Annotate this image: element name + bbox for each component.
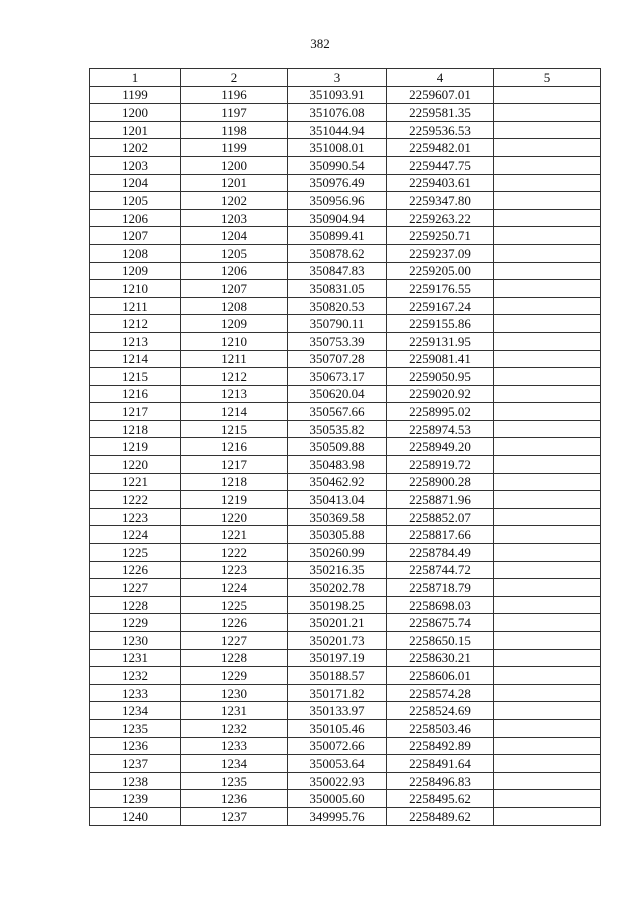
- table-cell-col-3: 350305.88: [288, 526, 387, 544]
- table-cell-col-3: 350072.66: [288, 737, 387, 755]
- table-cell-col-4: 2258698.03: [387, 596, 494, 614]
- table-cell-col-1: 1222: [90, 491, 181, 509]
- table-cell-col-3: 350820.53: [288, 297, 387, 315]
- table-row: [90, 438, 601, 456]
- table-row: [90, 473, 601, 491]
- table-cell-col-5: [494, 491, 601, 509]
- table-cell-col-5: [494, 174, 601, 192]
- table-cell-col-1: 1224: [90, 526, 181, 544]
- table-row: [90, 139, 601, 157]
- table-cell-col-1: 1215: [90, 368, 181, 386]
- page-number: 382: [310, 36, 330, 51]
- table-cell-col-5: [494, 315, 601, 333]
- table-cell-col-3: 350620.04: [288, 385, 387, 403]
- column-header-4: 4: [387, 69, 494, 87]
- table-cell-col-5: [494, 737, 601, 755]
- table-cell-col-1: 1199: [90, 86, 181, 104]
- table-cell-col-3: 350904.94: [288, 209, 387, 227]
- table-row: [90, 262, 601, 280]
- table-cell-col-5: [494, 209, 601, 227]
- table-cell-col-1: 1234: [90, 702, 181, 720]
- table-cell-col-2: 1227: [181, 632, 288, 650]
- table-cell-col-3: 350790.11: [288, 315, 387, 333]
- table-cell-col-4: 2259482.01: [387, 139, 494, 157]
- table-cell-col-1: 1205: [90, 192, 181, 210]
- table-cell-col-3: 350753.39: [288, 332, 387, 350]
- table-cell-col-4: 2259237.09: [387, 244, 494, 262]
- table-cell-col-5: [494, 508, 601, 526]
- table-body: [90, 86, 601, 825]
- table-cell-col-2: 1217: [181, 456, 288, 474]
- table-cell-col-5: [494, 332, 601, 350]
- table-cell-col-5: [494, 596, 601, 614]
- table-cell-col-3: 350216.35: [288, 561, 387, 579]
- table-cell-col-2: 1215: [181, 420, 288, 438]
- table-cell-col-2: 1204: [181, 227, 288, 245]
- table-cell-col-2: 1210: [181, 332, 288, 350]
- table-cell-col-4: 2258503.46: [387, 719, 494, 737]
- table-cell-col-4: 2259581.35: [387, 104, 494, 122]
- table-cell-col-3: 350567.66: [288, 403, 387, 421]
- table-cell-col-1: 1200: [90, 104, 181, 122]
- table-cell-col-5: [494, 403, 601, 421]
- table-cell-col-1: 1237: [90, 755, 181, 773]
- table-cell-col-2: 1216: [181, 438, 288, 456]
- table-header: [90, 69, 601, 87]
- table-cell-col-3: 350369.58: [288, 508, 387, 526]
- table-cell-col-2: 1219: [181, 491, 288, 509]
- table-cell-col-3: 350198.25: [288, 596, 387, 614]
- table-cell-col-3: 350201.21: [288, 614, 387, 632]
- table-row: [90, 385, 601, 403]
- table-cell-col-4: 2259403.61: [387, 174, 494, 192]
- table-cell-col-1: 1229: [90, 614, 181, 632]
- table-row: [90, 614, 601, 632]
- table-cell-col-2: 1226: [181, 614, 288, 632]
- table-cell-col-3: 350171.82: [288, 684, 387, 702]
- table-cell-col-5: [494, 526, 601, 544]
- table-cell-col-2: 1218: [181, 473, 288, 491]
- table-cell-col-1: 1240: [90, 807, 181, 825]
- table-cell-col-4: 2258496.83: [387, 772, 494, 790]
- table-row: [90, 667, 601, 685]
- table-cell-col-5: [494, 104, 601, 122]
- table-cell-col-4: 2258574.28: [387, 684, 494, 702]
- table-cell-col-5: [494, 297, 601, 315]
- table-cell-col-5: [494, 438, 601, 456]
- table-cell-col-3: 350831.05: [288, 280, 387, 298]
- table-cell-col-2: 1229: [181, 667, 288, 685]
- table-row: [90, 596, 601, 614]
- table-cell-col-1: 1207: [90, 227, 181, 245]
- table-row: [90, 420, 601, 438]
- table-cell-col-2: 1199: [181, 139, 288, 157]
- table-cell-col-4: 2259536.53: [387, 121, 494, 139]
- table-cell-col-1: 1202: [90, 139, 181, 157]
- table-cell-col-3: 350847.83: [288, 262, 387, 280]
- table-cell-col-1: 1217: [90, 403, 181, 421]
- table-cell-col-3: 350105.46: [288, 719, 387, 737]
- table-cell-col-4: 2258630.21: [387, 649, 494, 667]
- table-cell-col-5: [494, 473, 601, 491]
- table-cell-col-2: 1228: [181, 649, 288, 667]
- table-cell-col-2: 1220: [181, 508, 288, 526]
- table-cell-col-1: 1212: [90, 315, 181, 333]
- table-cell-col-5: [494, 227, 601, 245]
- table-row: [90, 702, 601, 720]
- table-cell-col-2: 1205: [181, 244, 288, 262]
- table-cell-col-5: [494, 719, 601, 737]
- table-cell-col-5: [494, 544, 601, 562]
- table-cell-col-5: [494, 807, 601, 825]
- table-cell-col-5: [494, 192, 601, 210]
- column-header-1: 1: [90, 69, 181, 87]
- table-row: [90, 227, 601, 245]
- table-cell-col-4: 2259131.95: [387, 332, 494, 350]
- table-cell-col-3: 350188.57: [288, 667, 387, 685]
- table-cell-col-4: 2258495.62: [387, 790, 494, 808]
- table-cell-col-4: 2258491.64: [387, 755, 494, 773]
- table-cell-col-3: 349995.76: [288, 807, 387, 825]
- table-cell-col-1: 1201: [90, 121, 181, 139]
- table-cell-col-2: 1212: [181, 368, 288, 386]
- table-cell-col-1: 1232: [90, 667, 181, 685]
- column-header-2: 2: [181, 69, 288, 87]
- table-cell-col-2: 1202: [181, 192, 288, 210]
- table-row: [90, 579, 601, 597]
- table-cell-col-4: 2258675.74: [387, 614, 494, 632]
- table-cell-col-4: 2259081.41: [387, 350, 494, 368]
- table-cell-col-1: 1227: [90, 579, 181, 597]
- table-cell-col-4: 2258744.72: [387, 561, 494, 579]
- table-cell-col-2: 1211: [181, 350, 288, 368]
- table-cell-col-4: 2258974.53: [387, 420, 494, 438]
- table-cell-col-2: 1203: [181, 209, 288, 227]
- table-cell-col-5: [494, 772, 601, 790]
- table-cell-col-1: 1233: [90, 684, 181, 702]
- table-cell-col-1: 1216: [90, 385, 181, 403]
- table-cell-col-1: 1203: [90, 156, 181, 174]
- table-row: [90, 632, 601, 650]
- table-cell-col-1: 1231: [90, 649, 181, 667]
- table-cell-col-4: 2259347.80: [387, 192, 494, 210]
- table-cell-col-1: 1204: [90, 174, 181, 192]
- table-cell-col-1: 1214: [90, 350, 181, 368]
- table-cell-col-3: 350976.49: [288, 174, 387, 192]
- table-cell-col-4: 2259176.55: [387, 280, 494, 298]
- table-cell-col-3: 350509.88: [288, 438, 387, 456]
- table-cell-col-3: 350990.54: [288, 156, 387, 174]
- table-cell-col-1: 1213: [90, 332, 181, 350]
- table-cell-col-1: 1223: [90, 508, 181, 526]
- table-row: [90, 297, 601, 315]
- table-cell-col-4: 2259050.95: [387, 368, 494, 386]
- table-row: [90, 156, 601, 174]
- table-cell-col-1: 1236: [90, 737, 181, 755]
- table-cell-col-2: 1232: [181, 719, 288, 737]
- table-cell-col-2: 1197: [181, 104, 288, 122]
- table-row: [90, 544, 601, 562]
- table-cell-col-4: 2258489.62: [387, 807, 494, 825]
- table-cell-col-2: 1234: [181, 755, 288, 773]
- table-cell-col-3: 350201.73: [288, 632, 387, 650]
- table-row: [90, 315, 601, 333]
- table-cell-col-5: [494, 702, 601, 720]
- table-cell-col-4: 2259447.75: [387, 156, 494, 174]
- table-cell-col-5: [494, 280, 601, 298]
- table-cell-col-5: [494, 667, 601, 685]
- table-cell-col-2: 1223: [181, 561, 288, 579]
- table-cell-col-3: 350133.97: [288, 702, 387, 720]
- table-cell-col-4: 2259167.24: [387, 297, 494, 315]
- table-row: [90, 244, 601, 262]
- table-cell-col-5: [494, 121, 601, 139]
- table-cell-col-5: [494, 456, 601, 474]
- table-cell-col-2: 1221: [181, 526, 288, 544]
- table-row: [90, 280, 601, 298]
- table-cell-col-1: 1211: [90, 297, 181, 315]
- table-cell-col-3: 351044.94: [288, 121, 387, 139]
- table-cell-col-3: 350707.28: [288, 350, 387, 368]
- table-cell-col-2: 1230: [181, 684, 288, 702]
- table-row: [90, 332, 601, 350]
- table-cell-col-3: 351008.01: [288, 139, 387, 157]
- table-cell-col-1: 1225: [90, 544, 181, 562]
- table-cell-col-2: 1231: [181, 702, 288, 720]
- table-row: [90, 209, 601, 227]
- table-cell-col-2: 1236: [181, 790, 288, 808]
- table-cell-col-4: 2258871.96: [387, 491, 494, 509]
- table-cell-col-2: 1224: [181, 579, 288, 597]
- table-cell-col-5: [494, 262, 601, 280]
- table-cell-col-3: 350673.17: [288, 368, 387, 386]
- table-row: [90, 719, 601, 737]
- table-cell-col-4: 2258919.72: [387, 456, 494, 474]
- table-cell-col-5: [494, 244, 601, 262]
- table-cell-col-2: 1225: [181, 596, 288, 614]
- table-cell-col-2: 1196: [181, 86, 288, 104]
- table-cell-col-1: 1228: [90, 596, 181, 614]
- table-cell-col-2: 1235: [181, 772, 288, 790]
- table-cell-col-3: 350535.82: [288, 420, 387, 438]
- table-cell-col-3: 350956.96: [288, 192, 387, 210]
- table-row: [90, 86, 601, 104]
- table-row: [90, 772, 601, 790]
- table-cell-col-5: [494, 790, 601, 808]
- table-cell-col-3: 350202.78: [288, 579, 387, 597]
- table-cell-col-3: 351093.91: [288, 86, 387, 104]
- table-cell-col-2: 1208: [181, 297, 288, 315]
- table-cell-col-3: 350413.04: [288, 491, 387, 509]
- table-cell-col-1: 1238: [90, 772, 181, 790]
- table-cell-col-2: 1198: [181, 121, 288, 139]
- table-cell-col-2: 1237: [181, 807, 288, 825]
- table-cell-col-4: 2258650.15: [387, 632, 494, 650]
- table-row: [90, 491, 601, 509]
- coordinates-table: [89, 68, 601, 826]
- table-cell-col-4: 2258949.20: [387, 438, 494, 456]
- table-cell-col-5: [494, 614, 601, 632]
- table-row: [90, 649, 601, 667]
- table-cell-col-1: 1209: [90, 262, 181, 280]
- table-cell-col-3: 350899.41: [288, 227, 387, 245]
- table-cell-col-4: 2259607.01: [387, 86, 494, 104]
- table-row: [90, 174, 601, 192]
- table-cell-col-5: [494, 139, 601, 157]
- table-cell-col-4: 2258784.49: [387, 544, 494, 562]
- table-cell-col-2: 1200: [181, 156, 288, 174]
- table-cell-col-3: 350053.64: [288, 755, 387, 773]
- table-cell-col-1: 1221: [90, 473, 181, 491]
- table-cell-col-3: 350197.19: [288, 649, 387, 667]
- table-cell-col-2: 1209: [181, 315, 288, 333]
- table-cell-col-5: [494, 420, 601, 438]
- table-cell-col-4: 2258492.89: [387, 737, 494, 755]
- table-cell-col-2: 1214: [181, 403, 288, 421]
- table-cell-col-4: 2258995.02: [387, 403, 494, 421]
- table-row: [90, 192, 601, 210]
- table-cell-col-1: 1230: [90, 632, 181, 650]
- table-cell-col-3: 350483.98: [288, 456, 387, 474]
- table-row: [90, 684, 601, 702]
- table-cell-col-2: 1206: [181, 262, 288, 280]
- table-cell-col-4: 2258852.07: [387, 508, 494, 526]
- table-row: [90, 755, 601, 773]
- table-cell-col-4: 2259020.92: [387, 385, 494, 403]
- table-row: [90, 350, 601, 368]
- table-cell-col-5: [494, 385, 601, 403]
- table-row: [90, 790, 601, 808]
- table-row: [90, 121, 601, 139]
- table-cell-col-5: [494, 156, 601, 174]
- header-row: [90, 69, 601, 87]
- table-cell-col-1: 1218: [90, 420, 181, 438]
- table-cell-col-3: 350022.93: [288, 772, 387, 790]
- table-cell-col-5: [494, 649, 601, 667]
- table-cell-col-4: 2258606.01: [387, 667, 494, 685]
- table-row: [90, 561, 601, 579]
- table-cell-col-1: 1226: [90, 561, 181, 579]
- table-cell-col-5: [494, 368, 601, 386]
- table-cell-col-1: 1235: [90, 719, 181, 737]
- table-cell-col-5: [494, 86, 601, 104]
- table-row: [90, 807, 601, 825]
- table-cell-col-1: 1220: [90, 456, 181, 474]
- table-row: [90, 508, 601, 526]
- table-cell-col-4: 2258900.28: [387, 473, 494, 491]
- table-cell-col-2: 1207: [181, 280, 288, 298]
- table-cell-col-3: 351076.08: [288, 104, 387, 122]
- table-cell-col-4: 2258524.69: [387, 702, 494, 720]
- table-cell-col-5: [494, 561, 601, 579]
- table-row: [90, 737, 601, 755]
- table-cell-col-2: 1222: [181, 544, 288, 562]
- table-cell-col-4: 2258718.79: [387, 579, 494, 597]
- table-cell-col-3: 350005.60: [288, 790, 387, 808]
- table-cell-col-5: [494, 755, 601, 773]
- table-cell-col-5: [494, 684, 601, 702]
- table-cell-col-1: 1206: [90, 209, 181, 227]
- table-cell-col-4: 2258817.66: [387, 526, 494, 544]
- table-cell-col-5: [494, 579, 601, 597]
- table-cell-col-2: 1201: [181, 174, 288, 192]
- table-cell-col-4: 2259155.86: [387, 315, 494, 333]
- table-cell-col-1: 1210: [90, 280, 181, 298]
- table-cell-col-4: 2259250.71: [387, 227, 494, 245]
- table-row: [90, 403, 601, 421]
- table-row: [90, 456, 601, 474]
- table-cell-col-5: [494, 632, 601, 650]
- table-cell-col-2: 1213: [181, 385, 288, 403]
- table-cell-col-2: 1233: [181, 737, 288, 755]
- table-cell-col-3: 350878.62: [288, 244, 387, 262]
- table-cell-col-3: 350260.99: [288, 544, 387, 562]
- table-row: [90, 368, 601, 386]
- table-row: [90, 526, 601, 544]
- column-header-5: 5: [494, 69, 601, 87]
- column-header-3: 3: [288, 69, 387, 87]
- table-cell-col-5: [494, 350, 601, 368]
- table-cell-col-1: 1208: [90, 244, 181, 262]
- table-cell-col-1: 1219: [90, 438, 181, 456]
- table-cell-col-4: 2259263.22: [387, 209, 494, 227]
- table-row: [90, 104, 601, 122]
- table-cell-col-1: 1239: [90, 790, 181, 808]
- table-cell-col-3: 350462.92: [288, 473, 387, 491]
- table-cell-col-4: 2259205.00: [387, 262, 494, 280]
